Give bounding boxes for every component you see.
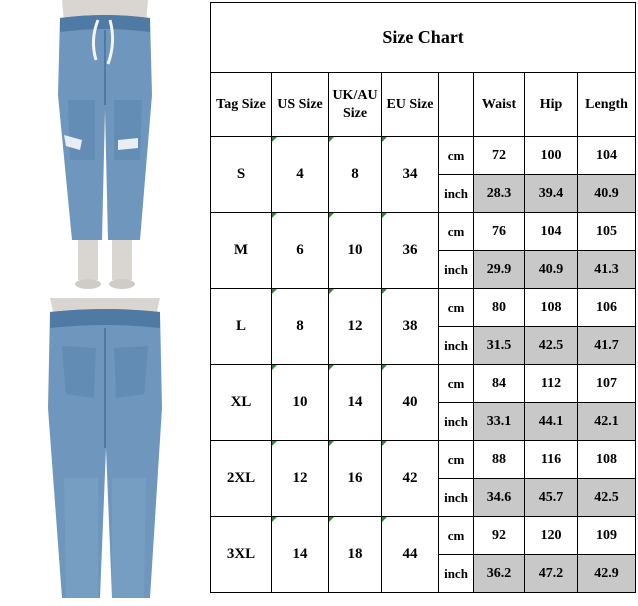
waist-inch-cell: 31.5 [474,327,525,365]
waist-inch-cell: 34.6 [474,479,525,517]
waist-cm-cell: 76 [474,213,525,251]
header-unit [439,73,474,137]
waist-inch-cell: 28.3 [474,175,525,213]
length-cm-cell: 105 [578,213,636,251]
length-inch-cell: 41.7 [578,327,636,365]
length-cm-cell: 104 [578,137,636,175]
eu-size-cell: 42 [382,441,439,517]
hip-cm-cell: 108 [525,289,578,327]
unit-cm-cell: cm [439,517,474,555]
unit-inch-cell: inch [439,555,474,593]
eu-size-cell: 44 [382,517,439,593]
length-cm-cell: 106 [578,289,636,327]
hip-cm-cell: 116 [525,441,578,479]
hip-cm-cell: 104 [525,213,578,251]
eu-size-cell: 36 [382,213,439,289]
header-uk-au-size [329,73,382,137]
table-row [211,213,636,251]
hip-inch-cell: 45.7 [525,479,578,517]
header-uk-au-line1: UK/AU [332,87,378,103]
unit-inch-cell: inch [439,479,474,517]
eu-size-cell: 40 [382,365,439,441]
header-uk-au-line2: Size [342,105,368,121]
hip-inch-cell: 39.4 [525,175,578,213]
length-inch-cell: 41.3 [578,251,636,289]
table-row [211,365,636,403]
length-cm-cell: 107 [578,365,636,403]
us-size-cell: 4 [272,137,329,213]
length-cm-cell: 108 [578,441,636,479]
unit-inch-cell: inch [439,175,474,213]
eu-size-cell: 34 [382,137,439,213]
unit-cm-cell: cm [439,365,474,403]
unit-cm-cell: cm [439,213,474,251]
us-size-cell: 10 [272,365,329,441]
header-waist: Waist [474,73,525,137]
waist-cm-cell: 72 [474,137,525,175]
uk-au-size-cell: 14 [329,365,382,441]
length-inch-cell: 40.9 [578,175,636,213]
hip-cm-cell: 100 [525,137,578,175]
waist-cm-cell: 80 [474,289,525,327]
uk-au-size-cell: 8 [329,137,382,213]
length-inch-cell: 42.9 [578,555,636,593]
chart-title: Size Chart [211,3,636,73]
table-row [211,441,636,479]
length-inch-cell: 42.1 [578,403,636,441]
table-row [211,137,636,175]
uk-au-size-cell: 12 [329,289,382,365]
us-size-cell: 8 [272,289,329,365]
uk-au-size-cell: 16 [329,441,382,517]
header-tag-size: Tag Size [211,73,272,137]
hip-inch-cell: 44.1 [525,403,578,441]
waist-cm-cell: 84 [474,365,525,403]
header-eu-size: EU Size [382,73,439,137]
jeans-front-photo [0,0,210,298]
waist-cm-cell: 92 [474,517,525,555]
us-size-cell: 6 [272,213,329,289]
header-hip: Hip [525,73,578,137]
header-row [211,73,636,137]
uk-au-size-cell: 18 [329,517,382,593]
tag-size-cell: 3XL [211,517,272,593]
hip-inch-cell: 40.9 [525,251,578,289]
unit-cm-cell: cm [439,441,474,479]
unit-cm-cell: cm [439,289,474,327]
header-us-size: US Size [272,73,329,137]
uk-au-size-cell: 10 [329,213,382,289]
waist-inch-cell: 36.2 [474,555,525,593]
table-row [211,289,636,327]
header-length: Length [578,73,636,137]
jeans-back-photo [0,298,210,606]
product-photos [0,0,210,606]
unit-inch-cell: inch [439,251,474,289]
tag-size-cell: M [211,213,272,289]
hip-cm-cell: 120 [525,517,578,555]
unit-inch-cell: inch [439,327,474,365]
us-size-cell: 12 [272,441,329,517]
length-inch-cell: 42.5 [578,479,636,517]
eu-size-cell: 38 [382,289,439,365]
tag-size-cell: 2XL [211,441,272,517]
table-row [211,517,636,555]
tag-size-cell: XL [211,365,272,441]
unit-cm-cell: cm [439,137,474,175]
size-chart [210,2,635,602]
waist-inch-cell: 33.1 [474,403,525,441]
hip-inch-cell: 47.2 [525,555,578,593]
unit-inch-cell: inch [439,403,474,441]
length-cm-cell: 109 [578,517,636,555]
hip-cm-cell: 112 [525,365,578,403]
waist-cm-cell: 88 [474,441,525,479]
size-chart-table [210,2,636,593]
waist-inch-cell: 29.9 [474,251,525,289]
us-size-cell: 14 [272,517,329,593]
tag-size-cell: L [211,289,272,365]
hip-inch-cell: 42.5 [525,327,578,365]
tag-size-cell: S [211,137,272,213]
